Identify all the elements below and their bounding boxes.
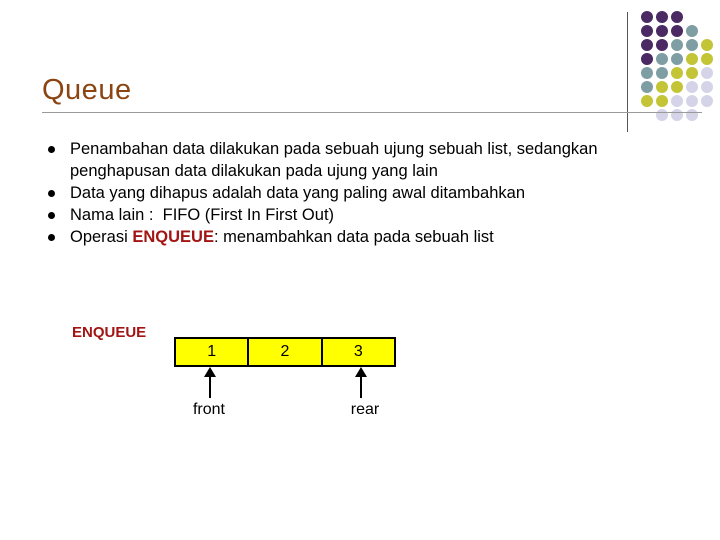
vertical-divider (627, 12, 628, 132)
bullet-item (46, 182, 696, 204)
queue-cell: 3 (321, 339, 394, 365)
bullet-text: Penambahan data dilakukan pada sebuah ujung sebuah list, sedangkan penghapusan data dilakukan pada ujung yang lain (70, 140, 598, 180)
decor-dot (701, 81, 713, 93)
bullet-text: Nama lain : FIFO (First In First Out) (70, 206, 335, 224)
decor-dot (671, 95, 683, 107)
diagram-operation-label: ENQUEUE (72, 324, 147, 341)
bullet-item (46, 204, 696, 226)
front-arrow (204, 367, 216, 398)
decor-dot (641, 39, 653, 51)
decor-dot (656, 11, 668, 23)
decor-dot (671, 25, 683, 37)
bullet-dot-icon (48, 234, 55, 241)
decorative-dot-grid (0, 0, 720, 140)
decor-dot (686, 53, 698, 65)
decor-dot (686, 109, 698, 121)
decor-dot (671, 39, 683, 51)
bullet-dot-icon (48, 146, 55, 153)
bullet-text: Data yang dihapus adalah data yang paling awal ditambahkan (70, 184, 525, 202)
bullet-item (46, 138, 696, 182)
decor-dot (701, 53, 713, 65)
decor-dot (656, 25, 668, 37)
queue-cell: 1 (207, 343, 217, 360)
decor-dot (656, 39, 668, 51)
decor-dot (671, 11, 683, 23)
decor-dot (641, 81, 653, 93)
decor-dot (701, 67, 713, 79)
queue-cell: 2 (247, 339, 320, 365)
decor-dot (686, 39, 698, 51)
slide-title: Queue (42, 74, 132, 106)
decor-dot (641, 53, 653, 65)
bullet-text-suffix: : menambahkan data pada sebuah list (213, 228, 494, 246)
bullet-list (46, 138, 696, 248)
decor-dot (686, 95, 698, 107)
queue-box (174, 337, 396, 367)
decor-dot (671, 81, 683, 93)
front-label: front (192, 401, 225, 418)
decor-dot (641, 25, 653, 37)
bullet-dot-icon (48, 190, 55, 197)
decor-dot (701, 95, 713, 107)
decor-dot (641, 95, 653, 107)
decor-dot (671, 109, 683, 121)
decor-dot (656, 81, 668, 93)
decor-dot (641, 11, 653, 23)
rear-arrow (355, 367, 367, 398)
bullet-dot-icon (48, 212, 55, 219)
decor-dot (671, 53, 683, 65)
decor-dot (686, 81, 698, 93)
enqueue-keyword: ENQUEUE (132, 228, 214, 246)
decor-dot (656, 109, 668, 121)
decor-dot (641, 67, 653, 79)
rear-label: rear (350, 401, 380, 418)
bullet-item (46, 226, 696, 248)
title-underline (42, 112, 702, 113)
decor-dot (686, 67, 698, 79)
decor-dot (656, 53, 668, 65)
decor-dot (686, 25, 698, 37)
decor-dot (671, 67, 683, 79)
decor-dot (701, 39, 713, 51)
decor-dot (656, 67, 668, 79)
decor-dot (656, 95, 668, 107)
bullet-text-prefix: Operasi (70, 228, 133, 246)
